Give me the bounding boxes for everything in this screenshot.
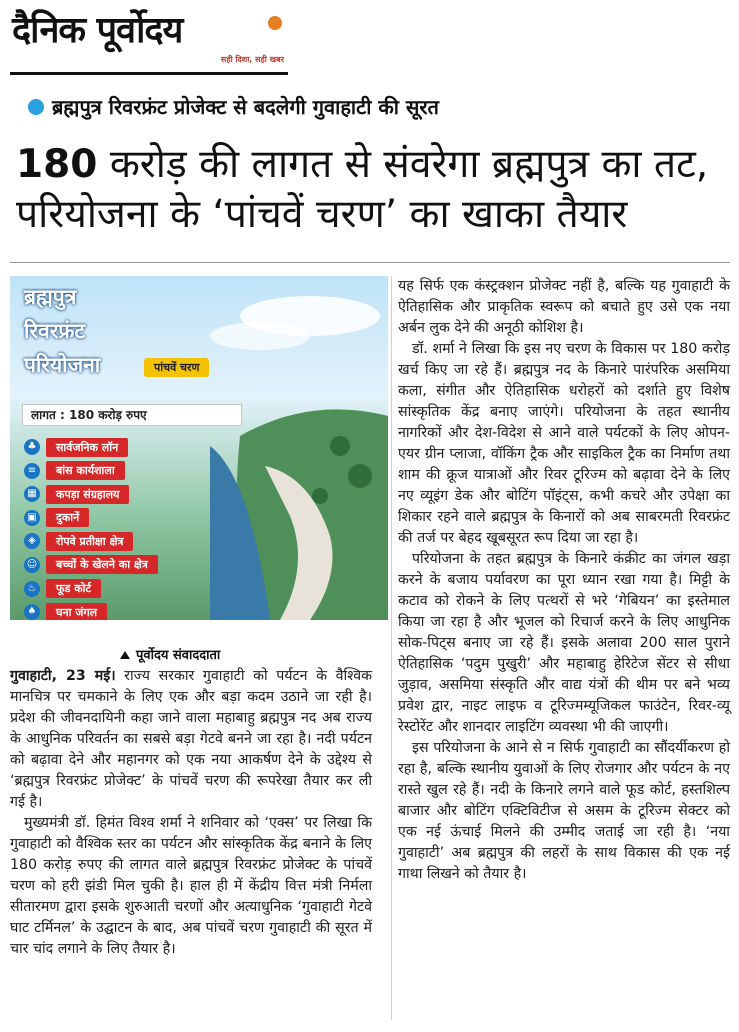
bullet-icon [28, 99, 44, 115]
ropeway-icon: ◈ [24, 533, 40, 549]
column-rule [391, 276, 392, 1020]
list-item: ♣ सार्वजनिक लॉन [24, 436, 254, 458]
byline-triangle-icon [120, 651, 130, 659]
paragraph: यह सिर्फ एक कंस्ट्रक्शन प्रोजेक्ट नहीं है, बल्कि यह गुवाहाटी के ऐतिहासिक और प्राकृतिक स्वरूप को बचाते हुए उसे एक नया अर्बन लुक देने की अनूठी कोशिश है। [398, 278, 730, 336]
dateline: गुवाहाटी, 23 मई। [10, 668, 116, 684]
tree-icon: ♠ [24, 604, 40, 620]
paragraph: परियोजना के तहत ब्रह्मपुत्र के किनारे कंक्रीट का जंगल खड़ा करने के बजाय पर्यावरण का पूरा ध्यान रखा गया है। मिट्टी के कटाव को रोकने के लिए पत्थरों से भरे ‘गेबियन’ का इस्तेमाल किया जा रहा है और भूजल को रिचार्ज करने के लिए आधुनिक सोक-पिट्स बनाए जा रहे हैं। इसके अलावा 200 साल पुराने ऐतिहासिक ‘पदुम पुखुरी’ और महाबाहु हेरिटेज सेंटर से सीधा जुड़ाव, असमिया संस्कृति और वाद्य यंत्रों की थीम पर बने भव्य प्रवेश द्वार, नाइट लाइफ व टूरिज्मम्यूजिकल फाउंटेन, रिवर-व्यू रेस्टोरेंट और शानदार लाइटिंग व्यवस्था भी की जाएगी। [398, 551, 730, 735]
list-item: ▦ कपड़ा संग्रहालय [24, 483, 254, 505]
byline [120, 645, 220, 663]
promo-graphic [10, 276, 388, 620]
paragraph: मुख्यमंत्री डॉ. हिमंत विश्व शर्मा ने शनिवार को ‘एक्स’ पर लिखा कि गुवाहाटी को वैश्विक स्तर का पर्यटन और सांस्कृतिक केंद्र बनाने के लिए 180 करोड़ रुपए की लागत वाले ब्रह्मपुत्र रिवरफ्रंट प्रोजेक्ट के पांचवें चरण को हरी झंडी मिल चुकी है। हाल ही में केंद्रीय वित्त मंत्री निर्मला सीतारमण द्वारा इसके शुरुआती चरणों और अत्याधुनिक ‘गुवाहाटी गेटवे घाट टर्मिनल’ के उद्घाटन के बाद, अब पांचवें चरण गुवाहाटी की सूरत में चार चांद लगाने के लिए तैयार है। [10, 815, 372, 957]
list-item: ≡ बांस कार्यशाला [24, 460, 254, 482]
logo-dot-icon [268, 16, 282, 30]
list-item: ▣ दुकानें [24, 507, 254, 529]
feature-list [24, 436, 254, 620]
promo-title-line-2: रिवरफ्रंट [24, 319, 86, 343]
newspaper-logo: दैनिक पूर्वोदय [12, 10, 183, 51]
promo-title-line-3: परियोजना [24, 353, 101, 377]
headline-text: करोड़ की लागत से संवरेगा ब्रह्मपुत्र का तट, परियोजना के ‘पांचवें चरण’ का खाका तैयार [16, 142, 709, 237]
article-column-left [10, 666, 372, 960]
list-item: ♠ घना जंगल [24, 601, 254, 620]
article-column-right [398, 276, 730, 885]
paragraph: गुवाहाटी, 23 मई। राज्य सरकार गुवाहाटी को पर्यटन के वैश्विक मानचित्र पर चमकाने के लिए एक और बड़ा कदम उठाने जा रही है। प्रदेश की जीवनदायिनी कहा जाने वाला महाबाहु ब्रह्मपुत्र नद अब राज्य के आधुनिक परिवर्तन का सबसे बड़ा गेटवे बनने जा रहा है। नदी पर्यटन को बढ़ावा देने और महानगर को एक नया आकर्षण देने के उद्देश्य से ‘ब्रह्मपुत्र रिवरफ्रंट प्रोजेक्ट’ के पांचवें चरण की रूपरेखा तैयार कर ली गई है। [10, 668, 372, 810]
museum-icon: ▦ [24, 486, 40, 502]
paragraph: इस परियोजना के आने से न सिर्फ गुवाहाटी का सौंदर्यीकरण हो रहा है, बल्कि स्थानीय युवाओं के लिए रोजगार और पर्यटन के नए रास्ते खुल रहे हैं। नदी के किनारे लगने वाले फूड कोर्ट, हस्तशिल्प बाजार और बोटिंग एक्टिविटीज से असम के टूरिज्म सेक्टर को एक नई ऊंचाई मिलने की उम्मीद जताई जा रही है। ‘नया गुवाहाटी’ अब ब्रह्मपुत्र की लहरों के साथ विकास की एक नई गाथा लिखने को तैयार है। [398, 740, 730, 882]
food-icon: ♨ [24, 581, 40, 597]
list-item: ♨ फूड कोर्ट [24, 578, 254, 600]
park-icon: ♣ [24, 439, 40, 455]
promo-title-line-1: ब्रह्मपुत्र [24, 285, 77, 309]
cost-label: लागत : 180 करोड़ रुपए [22, 404, 242, 426]
playground-icon: ☺ [24, 557, 40, 573]
byline-text: पूर्वोदय संवाददाता [136, 648, 221, 663]
list-item: ◈ रोपवे प्रतीक्षा क्षेत्र [24, 530, 254, 552]
masthead [10, 6, 290, 76]
phase-badge: पांचवें चरण [144, 358, 209, 377]
divider [10, 262, 730, 263]
headline [16, 140, 726, 240]
bamboo-icon: ≡ [24, 463, 40, 479]
headline-number: 180 [16, 142, 98, 187]
list-item: ☺ बच्चों के खेलने का क्षेत्र [24, 554, 254, 576]
shop-icon: ▣ [24, 510, 40, 526]
kicker-line [28, 92, 728, 122]
newspaper-tagline: सही दिशा, सही खबर [220, 55, 284, 64]
kicker-text: ब्रह्मपुत्र रिवरफ्रंट प्रोजेक्ट से बदलेगी गुवाहाटी की सूरत [52, 95, 439, 119]
masthead-rule [10, 72, 288, 75]
paragraph: डॉ. शर्मा ने लिखा कि इस नए चरण के विकास पर 180 करोड़ खर्च किए जा रहे हैं। ब्रह्मपुत्र नद के किनारे पारंपरिक असमिया कला, संगीत और ऐतिहासिक धरोहरों को दर्शाते हुए विशेष सांस्कृतिक केंद्र बनाए जाएंगे। परियोजना के तहत स्थानीय नागरिकों और देश-विदेश से आने वाले पर्यटकों के लिए ओपन-एयर ग्रीन प्लाजा, वॉकिंग ट्रैक और साइकिल ट्रैक का निर्माण तथा शाम की क्रूज यात्राओं और रिवर टूरिज्म को बढ़ावा देने के लिए नए व्यूइंग डेक और बोटिंग पॉइंट्स, कभी कचरे और उपेक्षा का शिकार रहने वाले ब्रह्मपुत्र के किनारों को अब साबरमती रिवरफ्रंट की तर्ज पर बेहद खूबसूरत रूप दिया जा रहा है। [398, 341, 730, 546]
